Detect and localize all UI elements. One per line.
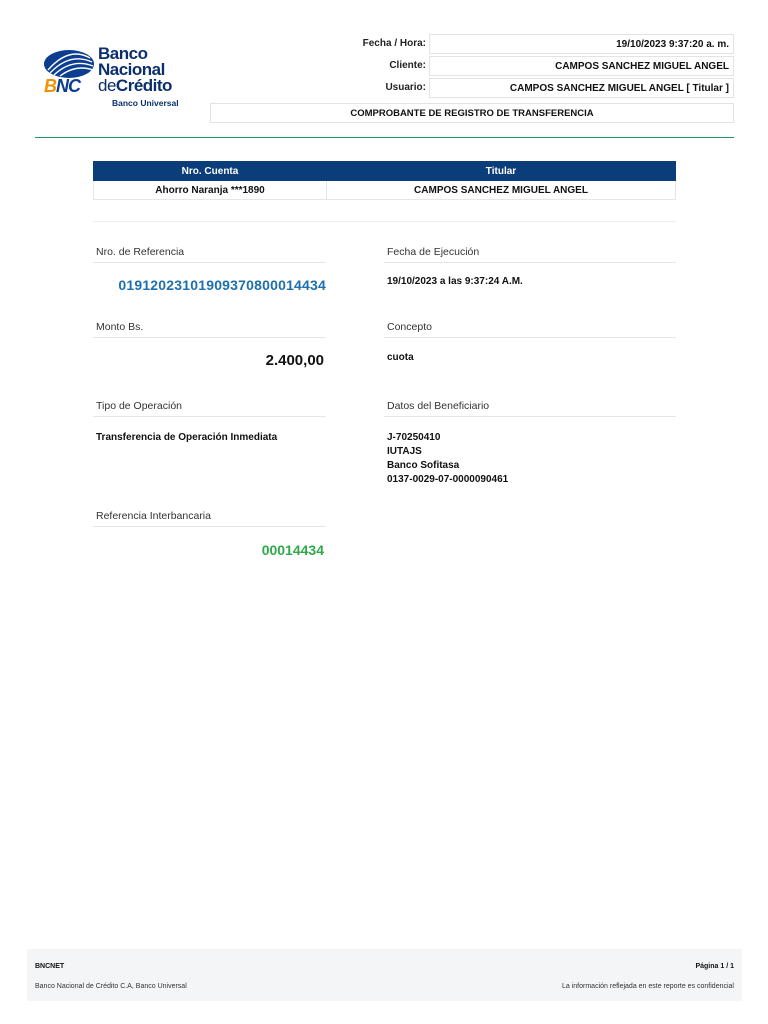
beneficiario-label: Datos del Beneficiario [387, 400, 490, 412]
referencia-label: Nro. de Referencia [96, 246, 185, 258]
usuario-value: CAMPOS SANCHEZ MIGUEL ANGEL [ Titular ] [429, 78, 734, 98]
field-divider [384, 416, 676, 417]
footer-brand: BNCNET [35, 963, 65, 970]
page-footer [27, 949, 742, 1001]
tipo-operacion-label: Tipo de Operación [96, 400, 182, 412]
header-divider [35, 137, 734, 138]
interbancaria-value: 00014434 [261, 542, 324, 558]
bank-name-line3: deCrédito [98, 76, 172, 95]
page-number: Página 1 / 1 [695, 963, 734, 970]
section-divider [93, 221, 676, 222]
beneficiario-rif: J-70250410 [387, 432, 441, 443]
cliente-value: CAMPOS SANCHEZ MIGUEL ANGEL [429, 56, 734, 76]
bank-subtitle: Banco Universal [112, 98, 179, 108]
bank-name-line1: Banco [98, 44, 148, 63]
field-divider [93, 416, 326, 417]
bank-logo [42, 46, 192, 110]
bnc-letters: BNC [44, 76, 80, 96]
monto-label: Monto Bs. [96, 321, 144, 333]
table-row [94, 181, 676, 200]
column-header-titular: Titular [327, 162, 676, 181]
bank-name [98, 46, 172, 94]
field-divider [384, 262, 676, 263]
beneficiario-bank: Banco Sofitasa [387, 460, 460, 471]
tipo-operacion-value: Transferencia de Operación Inmediata [96, 432, 278, 443]
referencia-value: 01912023101909370800014434 [118, 277, 326, 293]
beneficiario-details [387, 431, 508, 487]
fecha-ejecucion-label: Fecha de Ejecución [387, 246, 480, 258]
cliente-label: Cliente: [389, 60, 426, 71]
field-divider [93, 262, 326, 263]
beneficiario-account: 0137-0029-07-0000090461 [387, 474, 509, 485]
document-title: COMPROBANTE DE REGISTRO DE TRANSFERENCIA [210, 103, 734, 123]
titular-cell: CAMPOS SANCHEZ MIGUEL ANGEL [327, 181, 676, 200]
cuenta-cell: Ahorro Naranja ***1890 [94, 181, 327, 200]
account-table-header [94, 162, 676, 181]
bank-name-line2: Nacional [98, 60, 165, 79]
usuario-label: Usuario: [385, 82, 426, 93]
account-table [93, 161, 676, 200]
concepto-label: Concepto [387, 321, 432, 333]
concepto-value: cuota [387, 352, 414, 363]
footer-company: Banco Nacional de Crédito C.A, Banco Universal [35, 983, 187, 990]
interbancaria-label: Referencia Interbancaria [96, 510, 211, 522]
footer-confidential: La información reflejada en este reporte es confidencial [562, 983, 734, 990]
fecha-ejecucion-value: 19/10/2023 a las 9:37:24 A.M. [387, 276, 523, 287]
column-header-cuenta: Nro. Cuenta [94, 162, 327, 181]
field-divider [93, 337, 326, 338]
fecha-hora-label: Fecha / Hora: [362, 38, 426, 49]
monto-value: 2.400,00 [265, 352, 324, 369]
beneficiario-name: IUTAJS [387, 446, 422, 457]
field-divider [93, 526, 326, 527]
fecha-hora-value: 19/10/2023 9:37:20 a. m. [429, 34, 734, 54]
field-divider [384, 337, 676, 338]
